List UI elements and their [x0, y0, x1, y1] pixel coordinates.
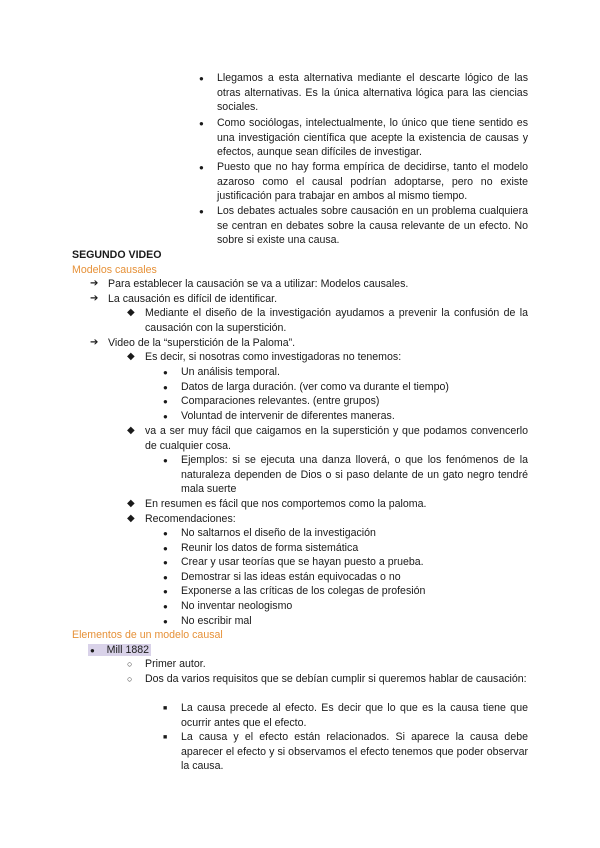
- list-item: Crear y usar teorías que se hayan puesto a prueba.: [181, 556, 424, 568]
- bullet-icon: ●: [163, 529, 168, 538]
- bullet-icon: ●: [163, 602, 168, 611]
- mill-label: Mill 1882: [106, 644, 150, 656]
- list-item: Puesto que no hay forma empírica de decidirse, tanto el modelo azaroso como el causal podrían adoptarse, pero no existe justificación para trabajar en ambos al mismo tiempo.: [217, 161, 528, 203]
- list-item: Dos da varios requisitos que se debían cumplir si queremos hablar de causación:: [145, 673, 527, 685]
- circle-icon: ○: [127, 659, 133, 669]
- subtitle-elementos: Elementos de un modelo causal: [72, 629, 223, 641]
- list-item: Un análisis temporal.: [181, 366, 280, 378]
- list-item: No inventar neologismo: [181, 600, 293, 612]
- arrow-icon: ➔: [90, 293, 99, 304]
- list-item: Recomendaciones:: [145, 513, 236, 525]
- bullet-icon: ●: [163, 558, 168, 567]
- bullet-icon: ●: [163, 456, 168, 465]
- mill-item: [88, 643, 151, 659]
- list-item: La causación es difícil de identificar.: [108, 293, 278, 305]
- bullet-icon: ●: [199, 163, 204, 172]
- list-item: Voluntad de intervenir de diferentes maneras.: [181, 410, 395, 422]
- bullet-icon: ●: [163, 587, 168, 596]
- list-item: Reunir los datos de forma sistemática: [181, 542, 359, 554]
- list-item: No saltarnos el diseño de la investigación: [181, 527, 376, 539]
- list-item: Mediante el diseño de la investigación ayudamos a prevenir la confusión de la causación con la superstición.: [145, 307, 528, 334]
- diamond-icon: ◆: [127, 425, 135, 436]
- arrow-icon: ➔: [90, 278, 99, 289]
- list-item: Exponerse a las críticas de los colegas de profesión: [181, 585, 426, 597]
- list-item: Datos de larga duración. (ver como va durante el tiempo): [181, 381, 449, 393]
- list-item: Demostrar si las ideas están equivocadas o no: [181, 571, 401, 583]
- list-item: Ejemplos: si se ejecuta una danza lloverá, o que los fenómenos de la naturaleza dependen de Dios o si paso delante de un gato negro tendré mala suerte: [181, 454, 528, 496]
- diamond-icon: ◆: [127, 307, 135, 318]
- bullet-icon: ●: [163, 573, 168, 582]
- subtitle-modelos-causales: Modelos causales: [72, 264, 157, 276]
- list-item: No escribir mal: [181, 615, 252, 627]
- diamond-icon: ◆: [127, 498, 135, 509]
- list-item: La causa y el efecto están relacionados. Si aparece la causa debe aparecer el efecto y si observamos el efecto tenemos que poder observar la causa.: [181, 731, 528, 773]
- list-item: Llegamos a esta alternativa mediante el descarte lógico de las otras alternativas. Es la única alternativa lógica para las ciencias sociales.: [217, 72, 528, 114]
- diamond-icon: ◆: [127, 513, 135, 524]
- list-item: va a ser muy fácil que caigamos en la superstición y que podamos convencerlo de cualquier cosa.: [145, 425, 528, 452]
- diamond-icon: ◆: [127, 351, 135, 362]
- circle-icon: ○: [127, 674, 133, 684]
- list-item: Video de la “superstición de la Paloma”.: [108, 337, 296, 349]
- bullet-icon: ●: [163, 544, 168, 553]
- list-item: Es decir, si nosotras como investigadoras no tenemos:: [145, 351, 402, 363]
- square-icon: ■: [163, 705, 168, 712]
- bullet-icon: ●: [163, 368, 168, 377]
- bullet-icon: ●: [163, 412, 168, 421]
- list-item: En resumen es fácil que nos comportemos como la paloma.: [145, 498, 427, 510]
- bullet-icon: ●: [90, 646, 95, 655]
- square-icon: ■: [163, 734, 168, 741]
- list-item: Primer autor.: [145, 658, 206, 670]
- bullet-icon: ●: [163, 383, 168, 392]
- section-title: SEGUNDO VIDEO: [72, 249, 162, 261]
- list-item: Comparaciones relevantes. (entre grupos): [181, 395, 380, 407]
- bullet-icon: ●: [199, 74, 204, 83]
- bullet-icon: ●: [199, 119, 204, 128]
- bullet-icon: ●: [163, 397, 168, 406]
- list-item: La causa precede al efecto. Es decir que lo que es la causa tiene que ocurrir antes que el efecto.: [181, 702, 528, 729]
- arrow-icon: ➔: [90, 337, 99, 348]
- bullet-icon: ●: [199, 207, 204, 216]
- list-item: Como sociólogas, intelectualmente, lo único que tiene sentido es una investigación científica que acepte la existencia de causas y efectos, aunque sean difíciles de investigar.: [217, 117, 528, 159]
- list-item: Para establecer la causación se va a utilizar: Modelos causales.: [108, 278, 409, 290]
- list-item: Los debates actuales sobre causación en un problema cualquiera se centran en debates sobre la causa relevante de un efecto. No sobre si existe una causa.: [217, 205, 528, 247]
- bullet-icon: ●: [163, 617, 168, 626]
